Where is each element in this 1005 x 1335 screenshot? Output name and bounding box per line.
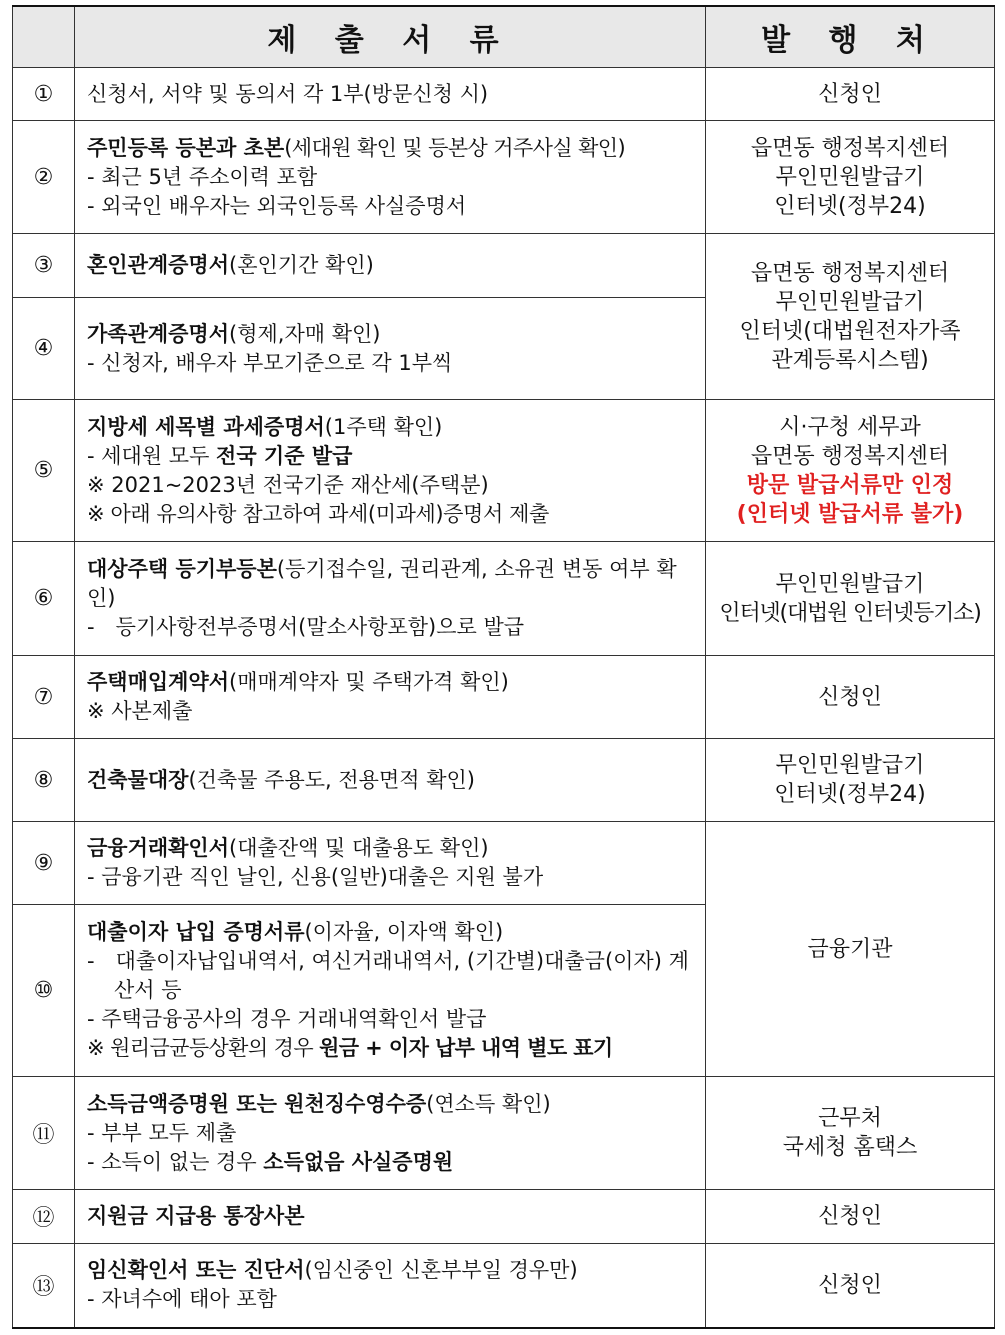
- document-purpose: (매매계약자 및 주택가격 확인): [229, 670, 509, 694]
- document-note: [87, 1148, 695, 1177]
- document-cell: [75, 739, 706, 822]
- row-number: ⑧: [13, 739, 75, 822]
- row-number: ③: [13, 234, 75, 298]
- issuer-line: 읍면동 행정복지센터: [750, 443, 950, 469]
- table-row: [13, 68, 995, 121]
- issuer-line: 무인민원발급기: [775, 753, 925, 778]
- document-note: ※ 2021~2023년 전국기준 재산세(주택분): [87, 472, 489, 497]
- document-cell: [75, 822, 706, 905]
- document-note-text: - 소득이 없는 경우: [87, 1149, 264, 1174]
- document-cell: [75, 1244, 706, 1328]
- issuer-line: 인터넷(정부24): [774, 193, 926, 219]
- issuer-line: 시·구청 세무과: [779, 414, 921, 440]
- issuer-line: 국세청 홈택스: [782, 1135, 918, 1160]
- document-text: 신청서, 서약 및 동의서 각 1부(방문신청 시): [87, 81, 489, 106]
- issuer-cell: [706, 656, 995, 739]
- issuer-warning: 방문 발급서류만 인정: [746, 472, 954, 498]
- table-row: [13, 1190, 995, 1244]
- document-title-line: [87, 251, 695, 280]
- document-purpose: (혼인기간 확인): [229, 253, 374, 277]
- issuer-line: 신청인: [818, 1272, 882, 1298]
- header-documents: 제 출 서 류: [75, 6, 706, 68]
- document-cell: [75, 68, 706, 121]
- document-note: - 자녀수에 태아 포함: [87, 1287, 277, 1312]
- issuer-line: 신청인: [818, 1204, 882, 1229]
- issuer-line: 근무처: [818, 1106, 882, 1131]
- issuer-line: 신청인: [818, 684, 882, 710]
- document-cell: [75, 656, 706, 739]
- issuer-cell: [706, 1077, 995, 1190]
- document-title: 혼인관계증명서: [87, 253, 230, 277]
- document-title: 소득금액증명원 또는 원천징수영수증: [87, 1091, 427, 1116]
- document-cell: [75, 298, 706, 400]
- document-cell: [75, 121, 706, 234]
- document-title-line: [87, 1202, 695, 1231]
- document-title-line: [87, 1090, 695, 1119]
- document-title-line: [87, 668, 695, 697]
- document-title: 지원금 지급용 통장사본: [87, 1204, 305, 1228]
- document-title: 지방세 세목별 과세증명서: [87, 414, 325, 439]
- issuer-line: 읍면동 행정복지센터: [750, 135, 950, 161]
- table-row: [13, 1244, 995, 1328]
- issuer-cell: [706, 234, 995, 400]
- row-number: ④: [13, 298, 75, 400]
- row-number: ②: [13, 121, 75, 234]
- document-cell: [75, 1190, 706, 1244]
- table-row: [13, 400, 995, 542]
- table-row: [13, 739, 995, 822]
- document-purpose: (임신중인 신혼부부일 경우만): [304, 1258, 578, 1283]
- document-title: 주민등록 등본과 초본: [87, 135, 285, 160]
- document-title: 건축물대장: [87, 767, 189, 792]
- row-number: ⑪: [13, 1077, 75, 1190]
- document-title-line: [87, 413, 695, 442]
- document-title-line: [87, 134, 695, 163]
- table-row: [13, 234, 995, 298]
- document-note: - 주택금융공사의 경우 거래내역확인서 발급: [87, 1007, 487, 1031]
- row-number: ⑫: [13, 1190, 75, 1244]
- row-number: ⑨: [13, 822, 75, 905]
- document-purpose: (연소득 확인): [426, 1091, 551, 1116]
- document-note-text: - 세대원 모두: [87, 443, 217, 468]
- header-number: [13, 6, 75, 68]
- document-cell: [75, 905, 706, 1077]
- document-note: - 금융기관 직인 날인, 신용(일반)대출은 지원 불가: [87, 865, 544, 889]
- document-title: 임신확인서 또는 진단서: [87, 1258, 305, 1283]
- issuer-warning: (인터넷 발급서류 불가): [736, 501, 964, 527]
- document-cell: [75, 400, 706, 542]
- document-note: ※ 사본제출: [87, 699, 193, 723]
- table-header-row: [13, 6, 995, 68]
- table-row: [13, 542, 995, 656]
- document-purpose: (형제,자매 확인): [229, 321, 381, 346]
- document-note: ※ 아래 유의사항 참고하여 과세(미과세)증명서 제출: [87, 501, 549, 526]
- row-number: ⑩: [13, 905, 75, 1077]
- document-note: - 외국인 배우자는 외국인등록 사실증명서: [87, 193, 467, 218]
- issuer-cell: [706, 121, 995, 234]
- issuer-cell: [706, 739, 995, 822]
- issuer-cell: [706, 68, 995, 121]
- document-purpose: (대출잔액 및 대출용도 확인): [229, 836, 489, 860]
- document-note: - 대출이자납입내역서, 여신거래내역서, (기간별)대출금(이자) 계산서 등: [87, 949, 689, 1002]
- document-cell: [75, 542, 706, 656]
- document-title: 금융거래확인서: [87, 836, 230, 860]
- document-note-text: ※ 원리금균등상환의 경우: [87, 1036, 320, 1060]
- issuer-line: 인터넷(대법원전자가족: [739, 318, 961, 344]
- issuer-line: 무인민원발급기: [775, 289, 925, 315]
- document-note: - 신청자, 배우자 부모기준으로 각 1부씩: [87, 350, 453, 375]
- table-row: [13, 822, 995, 905]
- document-note: - 등기사항전부증명서(말소사항포함)으로 발급: [87, 615, 525, 639]
- document-title: 대상주택 등기부등본: [87, 557, 277, 581]
- row-number: ①: [13, 68, 75, 121]
- document-cell: [75, 1077, 706, 1190]
- document-title-line: [87, 766, 695, 795]
- issuer-line: 인터넷(대법원 인터넷등기소): [719, 600, 981, 626]
- document-purpose: (이자율, 이자액 확인): [304, 920, 504, 944]
- issuer-cell: [706, 400, 995, 542]
- issuer-cell: [706, 1190, 995, 1244]
- header-issuer: 발 행 처: [706, 6, 995, 68]
- document-title-line: [87, 1256, 695, 1285]
- issuer-cell: [706, 1244, 995, 1328]
- issuer-line: 무인민원발급기: [775, 164, 925, 190]
- issuer-cell: [706, 542, 995, 656]
- document-purpose: (1주택 확인): [324, 414, 443, 439]
- issuer-line: 인터넷(정부24): [774, 782, 926, 807]
- issuer-line: 무인민원발급기: [775, 571, 925, 597]
- document-title: 대출이자 납입 증명서류: [87, 920, 305, 944]
- document-purpose: (건축물 주용도, 전용면적 확인): [188, 767, 475, 792]
- table-row: [13, 121, 995, 234]
- issuer-line: 신청인: [818, 81, 882, 107]
- document-note: - 부부 모두 제출: [87, 1120, 237, 1145]
- document-title: 가족관계증명서: [87, 321, 230, 346]
- row-number: ⑬: [13, 1244, 75, 1328]
- document-purpose: (세대원 확인 및 등본상 거주사실 확인): [284, 135, 626, 160]
- documents-table: [12, 5, 995, 1329]
- row-number: ⑤: [13, 400, 75, 542]
- row-number: ⑥: [13, 542, 75, 656]
- document-title-line: [87, 555, 695, 613]
- document-note: [87, 1034, 695, 1063]
- table-row: [13, 656, 995, 739]
- document-title-line: [87, 834, 695, 863]
- document-note-emphasis: 소득없음 사실증명원: [263, 1149, 454, 1174]
- document-note-emphasis: 전국 기준 발급: [216, 443, 353, 468]
- document-note: - 최근 5년 주소이력 포함: [87, 164, 318, 189]
- document-title-line: [87, 320, 695, 349]
- table-row: [13, 1077, 995, 1190]
- document-note: [87, 442, 695, 471]
- document-title: 주택매입계약서: [87, 670, 230, 694]
- issuer-line: 읍면동 행정복지센터: [750, 260, 950, 286]
- document-note-emphasis: 원금 + 이자 납부 내역 별도 표기: [319, 1036, 613, 1060]
- document-title-line: [87, 918, 695, 947]
- row-number: ⑦: [13, 656, 75, 739]
- issuer-cell: [706, 822, 995, 1077]
- document-cell: [75, 234, 706, 298]
- issuer-line: 관계등록시스템): [771, 347, 929, 373]
- issuer-line: 금융기관: [807, 936, 893, 962]
- document-purpose: (등기접수일, 권리관계, 소유권 변동 여부 확인): [87, 557, 677, 610]
